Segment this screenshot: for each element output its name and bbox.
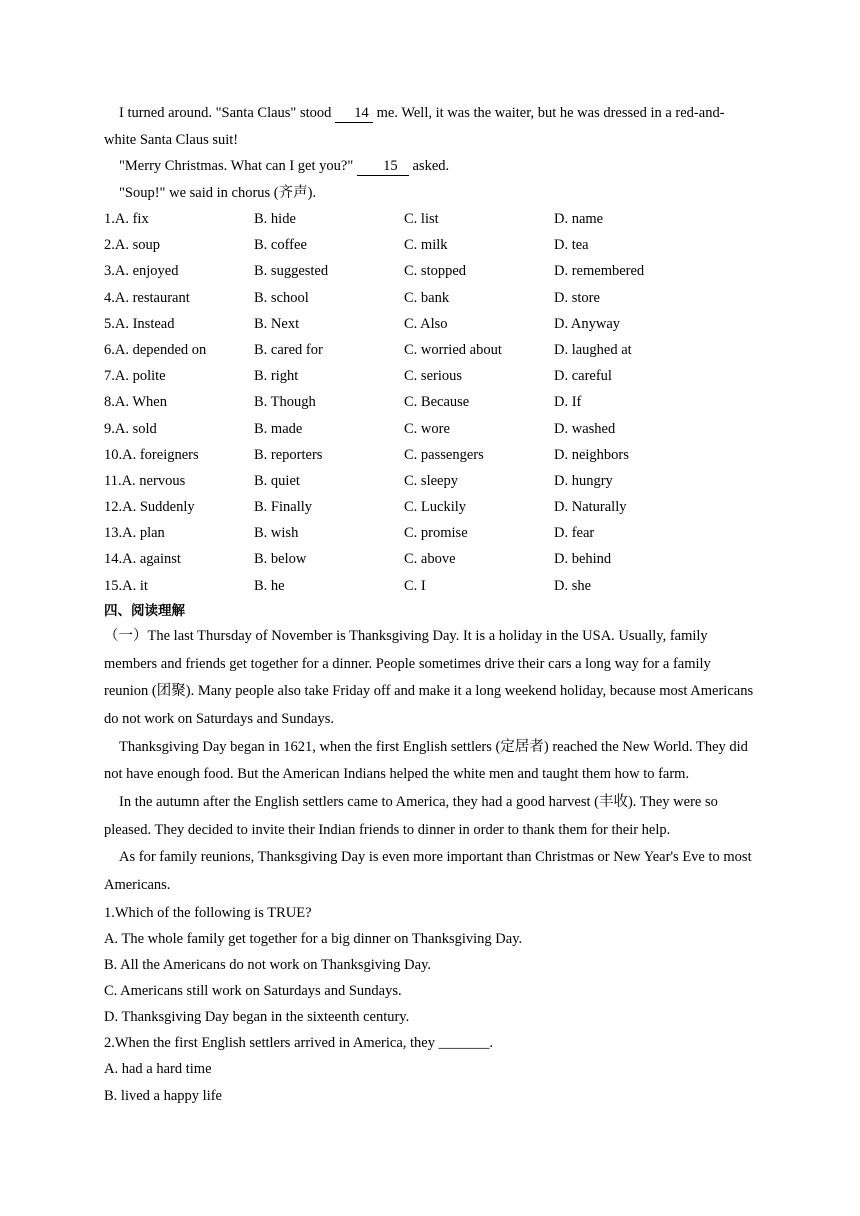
- question-1-option-d: D. Thanksgiving Day began in the sixteenth century.: [104, 1009, 410, 1026]
- option-row: 3.A. enjoyed B. suggested C. stopped D. remembered: [104, 263, 645, 280]
- option-row: 14.A. against B. below C. above D. behind: [104, 551, 612, 568]
- blank-15: 15: [357, 157, 409, 176]
- option-row: 9.A. sold B. made C. wore D. washed: [104, 420, 616, 437]
- option-row: 8.A. When B. Though C. Because D. If: [104, 394, 582, 411]
- section-title-reading: 四、阅读理解: [104, 602, 185, 619]
- question-2-option-b: B. lived a happy life: [104, 1087, 222, 1104]
- option-row: 6.A. depended on B. cared for C. worried about D. laughed at: [104, 341, 632, 358]
- question-1-option-a: A. The whole family get together for a big dinner on Thanksgiving Day.: [104, 930, 523, 947]
- option-row: 2.A. soup B. coffee C. milk D. tea: [104, 237, 589, 254]
- option-row: 13.A. plan B. wish C. promise D. fear: [104, 525, 595, 542]
- option-row: 12.A. Suddenly B. Finally C. Luckily D. Naturally: [104, 499, 627, 516]
- blank-14: 14: [335, 104, 373, 123]
- option-row: 4.A. restaurant B. school C. bank D. store: [104, 289, 600, 306]
- cloze-passage-end: [104, 100, 756, 206]
- passage-paragraph-1: I turned around. "Santa Claus" stood 14 me. Well, it was the waiter, but he was dressed in a red-and-white Santa Claus suit!: [104, 105, 725, 148]
- passage-paragraph-3: "Soup!" we said in chorus (齐声).: [119, 184, 317, 201]
- question-1: 1.Which of the following is TRUE?: [104, 904, 312, 921]
- cloze-options-list: [104, 206, 756, 599]
- passage-paragraph-2: "Merry Christmas. What can I get you?" 15 asked.: [119, 158, 450, 174]
- reading-paragraph-4: As for family reunions, Thanksgiving Day is even more important than Christmas or New Year's Eve to most Americans.: [104, 849, 752, 894]
- reading-paragraph-1: （一）The last Thursday of November is Thanksgiving Day. It is a holiday in the USA. Usually, family members and friends get together for a dinner. People sometimes drive their cars a long way for a family reunion (团聚). Many people also take Friday off and make it a long weekend holiday, because most Americans do not work on Saturdays and Sundays.: [104, 627, 754, 727]
- question-2: 2.When the first English settlers arrived in America, they _______.: [104, 1035, 493, 1052]
- option-row: 11.A. nervous B. quiet C. sleepy D. hungry: [104, 472, 613, 489]
- reading-questions: [104, 900, 756, 1109]
- option-row: 15.A. it B. he C. I D. she: [104, 577, 592, 594]
- question-1-option-c: C. Americans still work on Saturdays and Sundays.: [104, 983, 402, 1000]
- option-row: 10.A. foreigners B. reporters C. passengers D. neighbors: [104, 446, 629, 463]
- reading-paragraph-3: In the autumn after the English settlers came to America, they had a good harvest (丰收). They were so pleased. They decided to invite their Indian friends to dinner in order to thank them for their help.: [104, 794, 718, 838]
- question-1-option-b: B. All the Americans do not work on Thanksgiving Day.: [104, 957, 432, 974]
- document-page: [104, 100, 756, 1109]
- question-2-option-a: A. had a hard time: [104, 1061, 212, 1078]
- reading-paragraph-2: Thanksgiving Day began in 1621, when the first English settlers (定居者) reached the New World. They did not have enough food. But the American Indians helped the white men and taught them how to farm.: [104, 738, 748, 783]
- option-row: 1.A. fix B. hide C. list D. name: [104, 211, 604, 227]
- option-row: 7.A. polite B. right C. serious D. careful: [104, 368, 612, 385]
- reading-passage: [104, 623, 756, 900]
- option-row: 5.A. Instead B. Next C. Also D. Anyway: [104, 315, 621, 332]
